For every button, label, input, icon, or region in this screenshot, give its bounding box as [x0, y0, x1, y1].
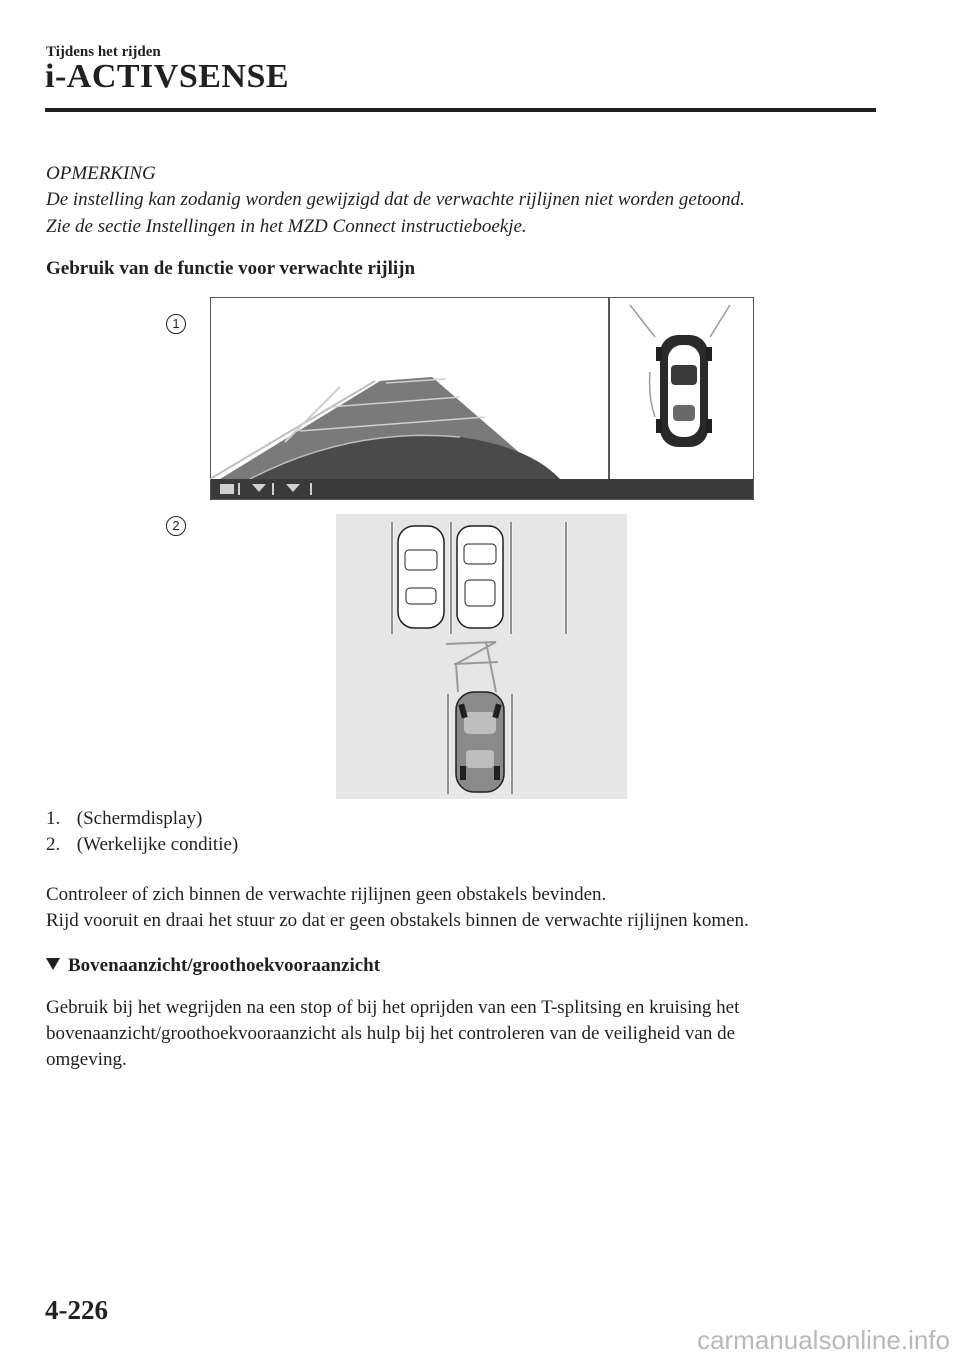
list-item: 2. (Werkelijke conditie) [46, 834, 239, 855]
note-heading: OPMERKING [46, 163, 156, 184]
page-number: 4-226 [45, 1295, 108, 1325]
callout-1: 1 [166, 314, 186, 334]
paragraph-line: bovenaanzicht/groothoekvooraanzicht als hulp bij het controleren van de veiligheid van de [46, 1023, 736, 1044]
chapter-title: i-ACTIVSENSE [45, 58, 290, 95]
callout-2: 2 [166, 516, 186, 536]
actual-condition-illustration [336, 514, 627, 799]
screen-display-illustration [210, 297, 754, 500]
paragraph-line: Controleer of zich binnen de verwachte rijlijnen geen obstakels bevinden. [46, 884, 607, 905]
note-line: Zie de sectie Instellingen in het MZD Connect instructieboekje. [46, 216, 527, 237]
section-label: Tijdens het rijden [46, 44, 161, 60]
paragraph-line: omgeving. [46, 1049, 127, 1070]
subheading: Gebruik van de functie voor verwachte rijlijn [46, 258, 416, 279]
subsection-heading: Bovenaanzicht/groothoekvooraanzicht [46, 955, 380, 977]
header-divider [45, 108, 876, 112]
list-item: 1. (Schermdisplay) [46, 808, 203, 829]
note-line: De instelling kan zodanig worden gewijzigd dat de verwachte rijlijnen niet worden getoond. [46, 189, 745, 210]
triangle-bullet-icon [46, 958, 60, 970]
paragraph-line: Rijd vooruit en draai het stuur zo dat er geen obstakels binnen de verwachte rijlijnen komen. [46, 910, 749, 931]
watermark: carmanualsonline.info [697, 1325, 950, 1355]
paragraph-line: Gebruik bij het wegrijden na een stop of bij het oprijden van een T-splitsing en kruising het [46, 997, 740, 1018]
